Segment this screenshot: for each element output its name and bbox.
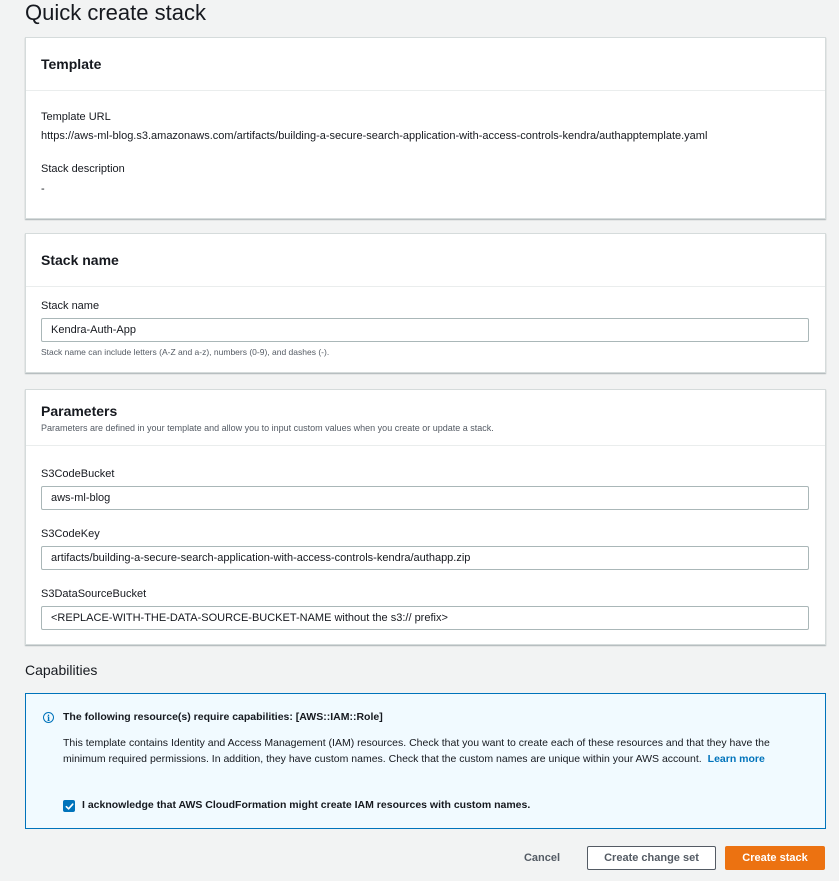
stack-name-panel [25,233,826,373]
info-icon: i [43,712,54,723]
capabilities-heading: Capabilities [25,662,98,678]
check-icon [65,802,74,811]
param-input-s3codekey[interactable]: artifacts/building-a-secure-search-application-with-access-controls-kendra/authapp.zip [41,546,809,570]
capabilities-info-text: This template contains Identity and Access Management (IAM) resources. Check that you want to create each of these resources and that they have the minimum required permissions. In addition, they have custom names. Check that the custom names are unique within your AWS account. [63,737,770,765]
stack-name-heading: Stack name [41,252,119,268]
capabilities-info-box [25,693,826,829]
acknowledge-checkbox[interactable] [63,800,75,812]
param-label-s3datasourcebucket: S3DataSourceBucket [41,588,147,600]
template-panel-header [26,38,825,91]
capabilities-info-title: The following resource(s) require capabilities: [AWS::IAM::Role] [63,711,383,723]
acknowledge-label[interactable]: I acknowledge that AWS CloudFormation might create IAM resources with custom names. [82,799,531,811]
stack-name-label: Stack name [41,300,100,312]
param-input-s3datasourcebucket[interactable]: <REPLACE-WITH-THE-DATA-SOURCE-BUCKET-NAME without the s3:// prefix> [41,606,809,630]
parameters-heading: Parameters [41,402,118,419]
learn-more-link[interactable]: Learn more [707,753,765,765]
template-url-label: Template URL [41,111,111,123]
param-label-s3codekey: S3CodeKey [41,528,100,540]
stack-description-label: Stack description [41,163,125,175]
param-input-s3codebucket[interactable]: aws-ml-blog [41,486,809,510]
stack-name-input[interactable]: Kendra-Auth-App [41,318,809,342]
stack-description-value: - [41,183,45,195]
parameters-panel [25,389,826,645]
parameters-panel-header [26,390,825,446]
template-heading: Template [41,56,102,72]
stack-name-hint: Stack name can include letters (A-Z and a-z), numbers (0-9), and dashes (-). [41,347,330,357]
create-stack-button[interactable]: Create stack [725,846,825,870]
page-title: Quick create stack [25,0,206,25]
cancel-button[interactable]: Cancel [523,852,561,864]
parameters-description: Parameters are defined in your template and allow you to input custom values when you create or update a stack. [41,422,494,433]
template-url-value: https://aws-ml-blog.s3.amazonaws.com/artifacts/building-a-secure-search-application-with-access-controls-kendra/authapptemplate.yaml [41,130,708,142]
create-change-set-button[interactable]: Create change set [587,846,716,870]
capabilities-info-body [63,735,783,767]
template-panel [25,37,826,219]
param-label-s3codebucket: S3CodeBucket [41,468,115,480]
stack-name-panel-header [26,234,825,287]
